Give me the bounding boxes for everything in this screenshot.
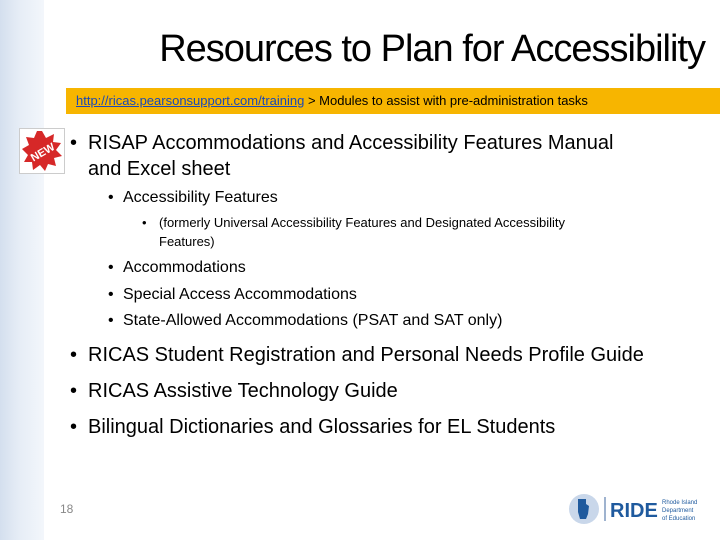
- list-item-text: Accommodations: [123, 259, 246, 276]
- page-number: 18: [60, 502, 74, 516]
- ride-logo: [566, 492, 716, 526]
- list-item: • RICAS Assistive Technology Guide: [70, 380, 398, 402]
- list-item-text: Accessibility Features: [123, 189, 278, 206]
- list-item-text: and Excel sheet: [88, 158, 231, 180]
- list-item: • Special Access Accommodations: [108, 286, 357, 303]
- slide-title: Resources to Plan for Accessibility: [159, 28, 705, 70]
- list-item: • Accessibility Features: [108, 189, 278, 206]
- list-item: • RISAP Accommodations and Accessibility Features Manual: [70, 132, 614, 154]
- link-description: > Modules to assist with pre-administration tasks: [304, 93, 588, 108]
- list-item-text: RICAS Assistive Technology Guide: [88, 380, 398, 402]
- list-item-text: Special Access Accommodations: [123, 286, 357, 303]
- list-item-continuation: [159, 234, 215, 249]
- logo-brand: RIDE: [610, 500, 658, 522]
- training-link[interactable]: http://ricas.pearsonsupport.com/training: [76, 93, 305, 108]
- list-item-continuation: [88, 158, 230, 181]
- url-banner: [66, 88, 720, 114]
- new-badge-icon: [19, 128, 65, 174]
- list-item: • State-Allowed Accommodations (PSAT and SAT only): [108, 312, 503, 329]
- list-item: • (formerly Universal Accessibility Features and Designated Accessibility: [142, 215, 566, 230]
- list-item-text: RISAP Accommodations and Accessibility Features Manual: [88, 132, 614, 154]
- list-item-text: RICAS Student Registration and Personal Needs Profile Guide: [88, 344, 644, 366]
- badge-label: NEW: [28, 141, 58, 165]
- logo-line-3: of Education: [662, 516, 696, 522]
- list-item: • RICAS Student Registration and Personal Needs Profile Guide: [70, 344, 644, 366]
- list-item: • Bilingual Dictionaries and Glossaries for EL Students: [70, 416, 556, 438]
- list-item-text: Features): [159, 234, 215, 249]
- list-item-text: Bilingual Dictionaries and Glossaries for EL Students: [88, 416, 556, 438]
- left-decorative-bar: [0, 0, 48, 540]
- list-item: • Accommodations: [108, 259, 246, 276]
- url-banner-text: [76, 93, 588, 108]
- list-item-text: (formerly Universal Accessibility Features and Designated Accessibility: [159, 215, 566, 230]
- logo-line-1: Rhode Island: [662, 500, 698, 506]
- list-item-text: State-Allowed Accommodations (PSAT and SAT only): [123, 312, 503, 329]
- logo-line-2: Department: [662, 508, 694, 514]
